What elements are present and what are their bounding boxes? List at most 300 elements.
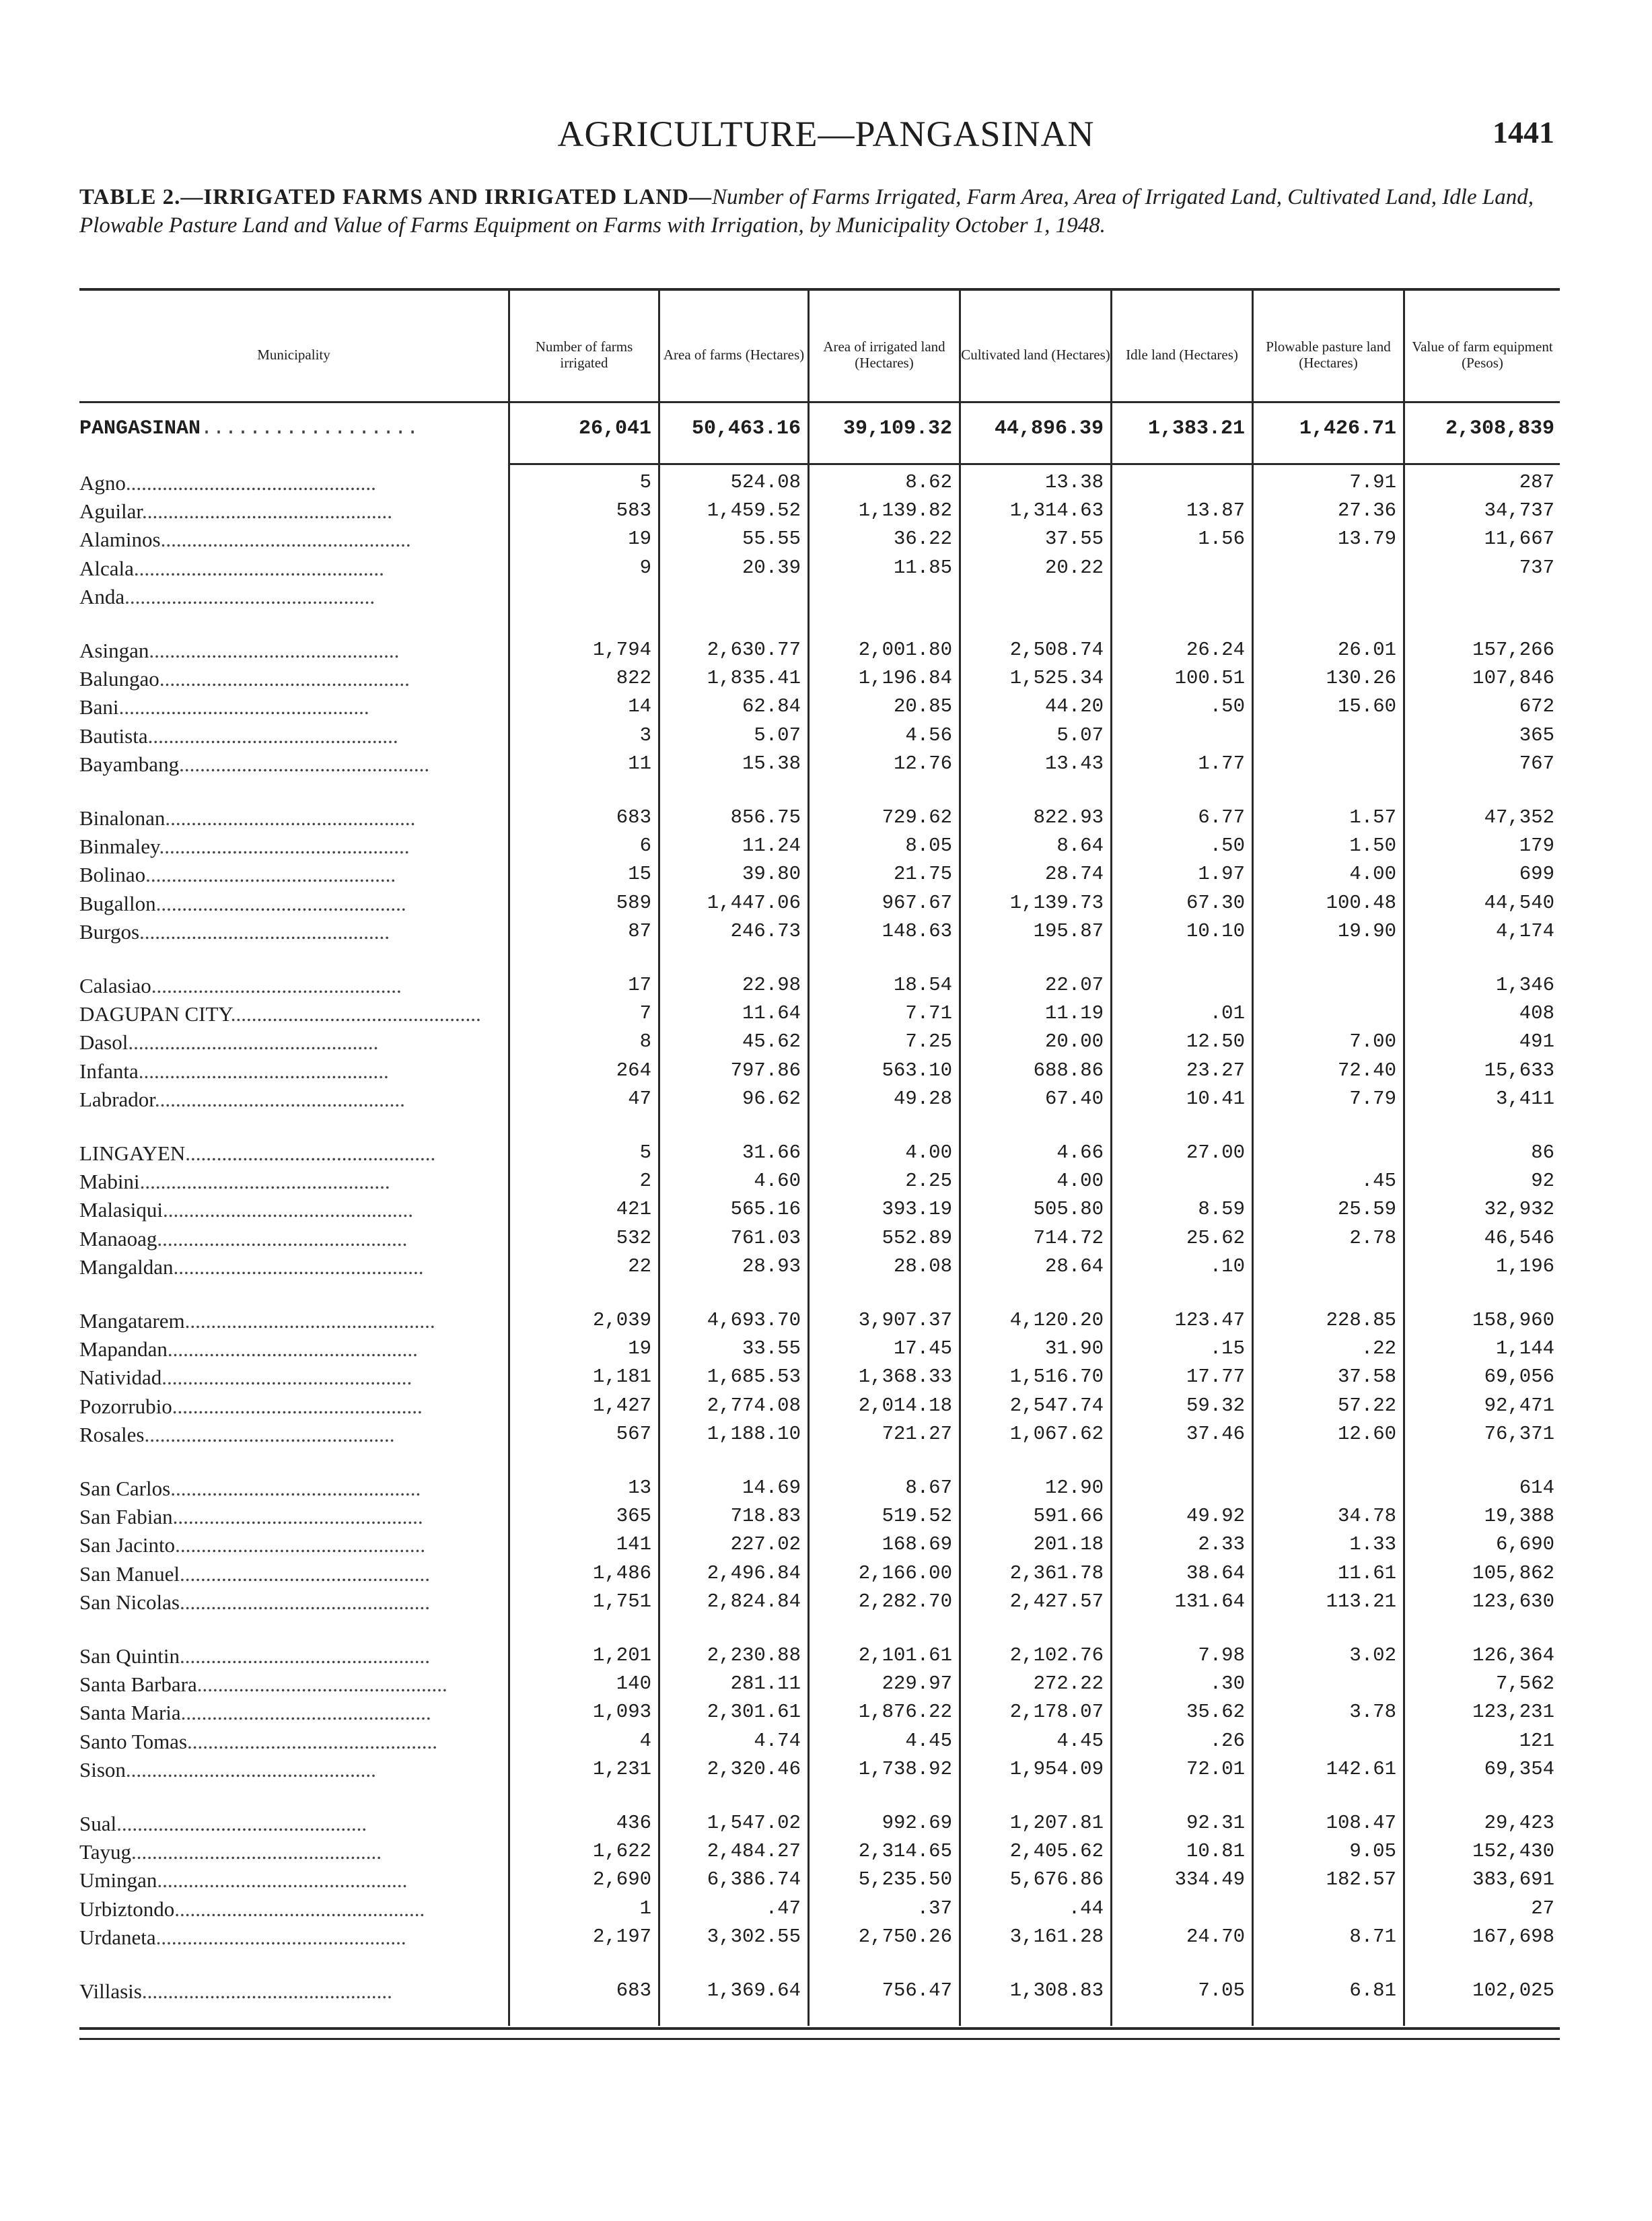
table-cell: 1,794: [592, 639, 651, 661]
municipality-name: Malasiqui................................................: [79, 1198, 413, 1222]
table-cell: 1,876.22: [858, 1701, 952, 1723]
table-cell: 567: [616, 1423, 651, 1445]
table-cell: 13: [628, 1477, 651, 1499]
table-cell: 6,386.74: [707, 1868, 801, 1891]
table-row: [79, 1701, 1560, 1726]
municipality-name: Pozorrubio................................................: [79, 1395, 423, 1418]
municipality-name: Mabini................................................: [79, 1170, 390, 1193]
table-cell: 12.76: [893, 752, 952, 775]
table-cell: 67.40: [1044, 1088, 1104, 1110]
table-cell: 100.48: [1326, 892, 1396, 914]
municipality-name: Bugallon................................................: [79, 892, 406, 915]
table-cell: 2,314.65: [858, 1840, 952, 1862]
table-cell: 142.61: [1326, 1758, 1396, 1780]
municipality-name: Sual................................................: [79, 1812, 367, 1835]
table-cell: 72.01: [1186, 1758, 1245, 1780]
table-cell: 13.43: [1044, 752, 1104, 775]
table-row: [79, 892, 1560, 917]
table-cell: 583: [616, 499, 651, 522]
total-cell: 26,041: [578, 417, 651, 440]
table-cell: 2,102.76: [1009, 1644, 1104, 1666]
table-row: [79, 1423, 1560, 1448]
municipality-name: Bolinao................................................: [79, 863, 396, 886]
table-cell: 5: [639, 471, 651, 493]
table-cell: 2,282.70: [858, 1590, 952, 1613]
table-cell: 20.00: [1044, 1030, 1104, 1053]
municipality-name: Bani................................................: [79, 695, 369, 719]
table-cell: 4,693.70: [707, 1309, 801, 1331]
table-cell: 27: [1531, 1897, 1554, 1919]
table-cell: 1,188.10: [707, 1423, 801, 1445]
table-cell: 761.03: [730, 1227, 801, 1249]
table-cell: 19,388: [1484, 1505, 1554, 1527]
table-cell: 167,698: [1472, 1926, 1554, 1948]
municipality-name: Anda................................................: [79, 585, 375, 608]
table-cell: 25.59: [1337, 1198, 1396, 1220]
table-cell: 227.02: [730, 1533, 801, 1555]
table-cell: 37.55: [1044, 528, 1104, 550]
table-cell: 22.07: [1044, 974, 1104, 996]
table-cell: 1.50: [1349, 835, 1396, 857]
table-cell: 14: [628, 695, 651, 717]
table-cell: 22: [628, 1255, 651, 1277]
table-cell: 228.85: [1326, 1309, 1396, 1331]
table-row: [79, 1644, 1560, 1670]
table-cell: 246.73: [730, 920, 801, 942]
table-cell: 3.02: [1349, 1644, 1396, 1666]
table-cell: 20.22: [1044, 557, 1104, 579]
table-cell: .15: [1209, 1337, 1245, 1360]
table-cell: 28.93: [742, 1255, 801, 1277]
table-cell: 2,166.00: [858, 1562, 952, 1584]
municipality-name: Binmaley................................................: [79, 835, 410, 858]
table-row: [79, 1059, 1560, 1085]
table-cell: 107,846: [1472, 667, 1554, 689]
table-cell: 76,371: [1484, 1423, 1554, 1445]
table-cell: 4.60: [754, 1170, 801, 1192]
table-cell: 6: [639, 835, 651, 857]
table-row: [79, 1840, 1560, 1866]
municipality-name: Mangatarem................................................: [79, 1309, 435, 1333]
table-bottom-rule-2: [79, 2038, 1560, 2040]
table-cell: 8.71: [1349, 1926, 1396, 1948]
table-cell: 856.75: [730, 806, 801, 829]
table-cell: 591.66: [1033, 1505, 1104, 1527]
municipality-name: Rosales................................................: [79, 1423, 395, 1446]
table-row: [79, 920, 1560, 946]
total-cell: 39,109.32: [842, 417, 952, 440]
table-cell: 100.51: [1174, 667, 1245, 689]
table-cell: 7.25: [905, 1030, 952, 1053]
table-cell: 756.47: [882, 1979, 952, 2002]
table-cell: 229.97: [882, 1672, 952, 1695]
table-caption: [79, 183, 1560, 240]
total-underline: [510, 463, 1560, 465]
table-cell: 28.74: [1044, 863, 1104, 885]
table-cell: 7.71: [905, 1002, 952, 1024]
table-cell: 2.25: [905, 1170, 952, 1192]
table-cell: 737: [1519, 557, 1554, 579]
table-row: [79, 1979, 1560, 2005]
table-cell: 1,139.73: [1009, 892, 1104, 914]
caption-lead: TABLE 2.—IRRIGATED FARMS AND IRRIGATED LAND—: [79, 185, 712, 209]
header-bottom-rule: [79, 401, 1560, 403]
table-cell: 4,174: [1495, 920, 1554, 942]
table-cell: 28.08: [893, 1255, 952, 1277]
table-cell: 4.56: [905, 724, 952, 746]
table-cell: 2,774.08: [707, 1395, 801, 1417]
table-cell: 4.00: [1349, 863, 1396, 885]
page-title: AGRICULTURE—PANGASINAN: [557, 114, 1095, 154]
table-cell: 10.41: [1186, 1088, 1245, 1110]
table-cell: 182.57: [1326, 1868, 1396, 1891]
table-cell: 36.22: [893, 528, 952, 550]
table-cell: 1.97: [1198, 863, 1245, 885]
table-cell: 15.60: [1337, 695, 1396, 717]
table-row: [79, 863, 1560, 888]
table-cell: 1,547.02: [707, 1812, 801, 1834]
municipality-name: Labrador................................................: [79, 1088, 405, 1111]
municipality-name: Urdaneta................................................: [79, 1926, 406, 1949]
table-row: [79, 1730, 1560, 1755]
table-cell: 46,546: [1484, 1227, 1554, 1249]
table-row: [79, 1366, 1560, 1391]
municipality-name: San Quintin................................................: [79, 1644, 430, 1668]
municipality-name: Manaoag................................................: [79, 1227, 408, 1250]
table-cell: 2,405.62: [1009, 1840, 1104, 1862]
table-cell: 11.19: [1044, 1002, 1104, 1024]
header-cultivated: Cultivated land (Hectares): [961, 347, 1110, 363]
table-cell: 1,308.83: [1009, 1979, 1104, 2002]
table-cell: .45: [1361, 1170, 1396, 1192]
table-row: [79, 806, 1560, 832]
table-cell: 37.46: [1186, 1423, 1245, 1445]
table-row: [79, 974, 1560, 999]
table-cell: 1,201: [592, 1644, 651, 1666]
table-cell: 3.78: [1349, 1701, 1396, 1723]
table-cell: 11.64: [742, 1002, 801, 1024]
table-cell: 2,230.88: [707, 1644, 801, 1666]
table-top-rule: [79, 288, 1560, 291]
table-cell: 34,737: [1484, 499, 1554, 522]
table-cell: 121: [1519, 1730, 1554, 1752]
table-row: [79, 1337, 1560, 1363]
table-cell: 6.81: [1349, 1979, 1396, 2002]
table-cell: 365: [1519, 724, 1554, 746]
table-cell: 31.66: [742, 1141, 801, 1164]
table-cell: 201.18: [1033, 1533, 1104, 1555]
table-cell: 69,354: [1484, 1758, 1554, 1780]
table-cell: 8.67: [905, 1477, 952, 1499]
table-row: [79, 557, 1560, 582]
table-cell: 2,750.26: [858, 1926, 952, 1948]
table-cell: 1,525.34: [1009, 667, 1104, 689]
table-cell: 10.10: [1186, 920, 1245, 942]
table-row: [79, 1590, 1560, 1616]
table-row: [79, 1141, 1560, 1167]
table-cell: 44.20: [1044, 695, 1104, 717]
table-cell: 672: [1519, 695, 1554, 717]
table-row: [79, 528, 1560, 553]
table-cell: 2,001.80: [858, 639, 952, 661]
table-cell: 7.91: [1349, 471, 1396, 493]
table-cell: 8: [639, 1030, 651, 1053]
table-row: [79, 1395, 1560, 1420]
table-cell: 38.64: [1186, 1562, 1245, 1584]
table-row: [79, 1897, 1560, 1923]
table-cell: 688.86: [1033, 1059, 1104, 1082]
table-cell: .10: [1209, 1255, 1245, 1277]
table-cell: 2,301.61: [707, 1701, 801, 1723]
table-cell: 27.00: [1186, 1141, 1245, 1164]
table-cell: 26.24: [1186, 639, 1245, 661]
table-cell: 12.90: [1044, 1477, 1104, 1499]
table-row: [79, 695, 1560, 721]
table-cell: 699: [1519, 863, 1554, 885]
table-cell: 1.77: [1198, 752, 1245, 775]
table-cell: 5,676.86: [1009, 1868, 1104, 1891]
table-cell: 505.80: [1033, 1198, 1104, 1220]
table-cell: 10.81: [1186, 1840, 1245, 1862]
header-idle: Idle land (Hectares): [1126, 347, 1238, 363]
table-cell: 6.77: [1198, 806, 1245, 829]
table-cell: 393.19: [882, 1198, 952, 1220]
table-cell: 20.85: [893, 695, 952, 717]
total-row: [79, 417, 1560, 458]
municipality-name: DAGUPAN CITY................................................: [79, 1002, 481, 1026]
table-cell: 1,346: [1495, 974, 1554, 996]
table-cell: 1,314.63: [1009, 499, 1104, 522]
table-cell: 62.84: [742, 695, 801, 717]
table-cell: 2,014.18: [858, 1395, 952, 1417]
table-cell: 23.27: [1186, 1059, 1245, 1082]
table-cell: 2,630.77: [707, 639, 801, 661]
table-row: [79, 585, 1560, 610]
table-cell: 721.27: [882, 1423, 952, 1445]
table-cell: 140: [616, 1672, 651, 1695]
table-cell: 2,197: [592, 1926, 651, 1948]
table-cell: 1,516.70: [1009, 1366, 1104, 1388]
table-row: [79, 724, 1560, 750]
table-cell: 9: [639, 557, 651, 579]
table-cell: 17.45: [893, 1337, 952, 1360]
table-cell: .22: [1361, 1337, 1396, 1360]
table-cell: 4: [639, 1730, 651, 1752]
table-cell: 17.77: [1186, 1366, 1245, 1388]
table-cell: 8.59: [1198, 1198, 1245, 1220]
municipality-name: Mapandan................................................: [79, 1337, 418, 1361]
municipality-name: San Fabian................................................: [79, 1505, 423, 1528]
table-cell: .30: [1209, 1672, 1245, 1695]
table-cell: 49.92: [1186, 1505, 1245, 1527]
table-cell: 408: [1519, 1002, 1554, 1024]
table-cell: 92.31: [1186, 1812, 1245, 1834]
municipality-name: San Carlos................................................: [79, 1477, 421, 1500]
table-row: [79, 471, 1560, 497]
header-municipality: Municipality: [257, 347, 330, 363]
table-cell: 4.00: [1056, 1170, 1104, 1192]
table-cell: .01: [1209, 1002, 1245, 1024]
table-cell: 11.61: [1337, 1562, 1396, 1584]
table-cell: 5: [639, 1141, 651, 1164]
table-row: [79, 1562, 1560, 1588]
municipality-name: Tayug................................................: [79, 1840, 382, 1864]
table-cell: 2,101.61: [858, 1644, 952, 1666]
table-cell: 365: [616, 1505, 651, 1527]
table-cell: 683: [616, 1979, 651, 2002]
municipality-name: Alaminos................................................: [79, 528, 411, 551]
table-cell: 31.90: [1044, 1337, 1104, 1360]
table-cell: 519.52: [882, 1505, 952, 1527]
municipality-name: Alcala................................................: [79, 557, 384, 580]
table-cell: 5.07: [754, 724, 801, 746]
table-row: [79, 639, 1560, 664]
table-cell: 33.55: [742, 1337, 801, 1360]
table-cell: 12.50: [1186, 1030, 1245, 1053]
header-farm-area: Area of farms (Hectares): [663, 347, 805, 363]
table-cell: 4.45: [905, 1730, 952, 1752]
total-cell: 2,308,839: [1445, 417, 1554, 440]
municipality-name: Infanta................................................: [79, 1059, 389, 1083]
table-cell: 714.72: [1033, 1227, 1104, 1249]
table-cell: 18.54: [893, 974, 952, 996]
table-cell: 1,093: [592, 1701, 651, 1723]
table-cell: 767: [1519, 752, 1554, 775]
municipality-name: Binalonan................................................: [79, 806, 416, 830]
municipality-name: Mangaldan................................................: [79, 1255, 424, 1279]
table-cell: 131.64: [1174, 1590, 1245, 1613]
table-row: [79, 1926, 1560, 1951]
table-row: [79, 1812, 1560, 1837]
table-cell: 7.79: [1349, 1088, 1396, 1110]
table-cell: 1,207.81: [1009, 1812, 1104, 1834]
table-cell: 1,139.82: [858, 499, 952, 522]
table-cell: 383,691: [1472, 1868, 1554, 1891]
table-cell: 37.58: [1337, 1366, 1396, 1388]
table-cell: 92: [1531, 1170, 1554, 1192]
table-cell: 729.62: [882, 806, 952, 829]
table-cell: 552.89: [882, 1227, 952, 1249]
table-cell: 157,266: [1472, 639, 1554, 661]
table-row: [79, 1002, 1560, 1028]
table-cell: 8.05: [905, 835, 952, 857]
table-cell: 13.79: [1337, 528, 1396, 550]
table-cell: 19: [628, 1337, 651, 1360]
total-cell: 44,896.39: [994, 417, 1104, 440]
table-cell: 195.87: [1033, 920, 1104, 942]
caption-text: Number of Farms Irrigated, Farm Area, Area of Irrigated Land, Cultivated Land, Idle Land, Plowable Pasture Land and Value of Farms Equipment on Farms with Irrigation, by Municipality October 1, 1948.: [79, 185, 1534, 238]
table-cell: 86: [1531, 1141, 1554, 1164]
municipality-name: Bautista................................................: [79, 724, 398, 748]
table-cell: 1,196: [1495, 1255, 1554, 1277]
table-cell: 1,196.84: [858, 667, 952, 689]
table-cell: 39.80: [742, 863, 801, 885]
table-row: [79, 1088, 1560, 1113]
table-cell: 9.05: [1349, 1840, 1396, 1862]
table-cell: 2,508.74: [1009, 639, 1104, 661]
table-cell: 44,540: [1484, 892, 1554, 914]
total-cell: 50,463.16: [691, 417, 801, 440]
table-row: [79, 1309, 1560, 1335]
municipality-name: Natividad................................................: [79, 1366, 412, 1389]
table-cell: 1,447.06: [707, 892, 801, 914]
table-cell: 3,302.55: [707, 1926, 801, 1948]
municipality-name: Balungao................................................: [79, 667, 410, 691]
table-cell: 287: [1519, 471, 1554, 493]
table-cell: 7.05: [1198, 1979, 1245, 2002]
table-cell: 34.78: [1337, 1505, 1396, 1527]
municipality-name: Santa Barbara................................................: [79, 1672, 447, 1696]
table-cell: 20.39: [742, 557, 801, 579]
table-cell: 14.69: [742, 1477, 801, 1499]
table-cell: 281.11: [730, 1672, 801, 1695]
table-cell: 589: [616, 892, 651, 914]
table-cell: 179: [1519, 835, 1554, 857]
page-number: 1441: [1493, 115, 1554, 149]
table-cell: 1,368.33: [858, 1366, 952, 1388]
table-cell: 967.67: [882, 892, 952, 914]
table-cell: 15: [628, 863, 651, 885]
table-cell: 524.08: [730, 471, 801, 493]
table-cell: .50: [1209, 695, 1245, 717]
table-cell: 1,427: [592, 1395, 651, 1417]
table-cell: 15,633: [1484, 1059, 1554, 1082]
municipality-name: San Nicolas................................................: [79, 1590, 430, 1614]
header-equipment: Value of farm equipment (Pesos): [1412, 339, 1553, 371]
table-cell: 4.00: [905, 1141, 952, 1164]
header-farms-irrigated: Number of farms irrigated: [535, 339, 633, 371]
table-cell: 5.07: [1056, 724, 1104, 746]
table-cell: 4.45: [1056, 1730, 1104, 1752]
table-row: [79, 1030, 1560, 1056]
municipality-name: LINGAYEN................................................: [79, 1141, 436, 1165]
municipality-name: Villasis................................................: [79, 1979, 392, 2003]
table-cell: 69,056: [1484, 1366, 1554, 1388]
table-cell: 992.69: [882, 1812, 952, 1834]
header-pasture: Plowable pasture land (Hectares): [1266, 339, 1391, 371]
table-cell: 29,423: [1484, 1812, 1554, 1834]
table-cell: 2,320.46: [707, 1758, 801, 1780]
table-cell: 47,352: [1484, 806, 1554, 829]
table-cell: 1,181: [592, 1366, 651, 1388]
table-cell: 334.49: [1174, 1868, 1245, 1891]
table-cell: 96.62: [742, 1088, 801, 1110]
table-cell: 15.38: [742, 752, 801, 775]
table-bottom-rule: [79, 2027, 1560, 2030]
table-row: [79, 1170, 1560, 1195]
table-cell: 1.56: [1198, 528, 1245, 550]
municipality-name: San Jacinto................................................: [79, 1533, 426, 1557]
table-cell: 718.83: [730, 1505, 801, 1527]
municipality-name: Santo Tomas................................................: [79, 1730, 438, 1753]
table-cell: 822: [616, 667, 651, 689]
table-cell: .26: [1209, 1730, 1245, 1752]
table-cell: 123.47: [1174, 1309, 1245, 1331]
table-cell: 3,411: [1495, 1088, 1554, 1110]
table-cell: 1,835.41: [707, 667, 801, 689]
table-cell: 3: [639, 724, 651, 746]
table-cell: 105,862: [1472, 1562, 1554, 1584]
table-cell: 49.28: [893, 1088, 952, 1110]
table-cell: 532: [616, 1227, 651, 1249]
table-cell: 7.98: [1198, 1644, 1245, 1666]
table-cell: 26.01: [1337, 639, 1396, 661]
table-cell: 141: [616, 1533, 651, 1555]
table-row: [79, 1198, 1560, 1224]
table-cell: 1,067.62: [1009, 1423, 1104, 1445]
table-cell: 32,932: [1484, 1198, 1554, 1220]
total-cell: 1,383.21: [1147, 417, 1245, 440]
